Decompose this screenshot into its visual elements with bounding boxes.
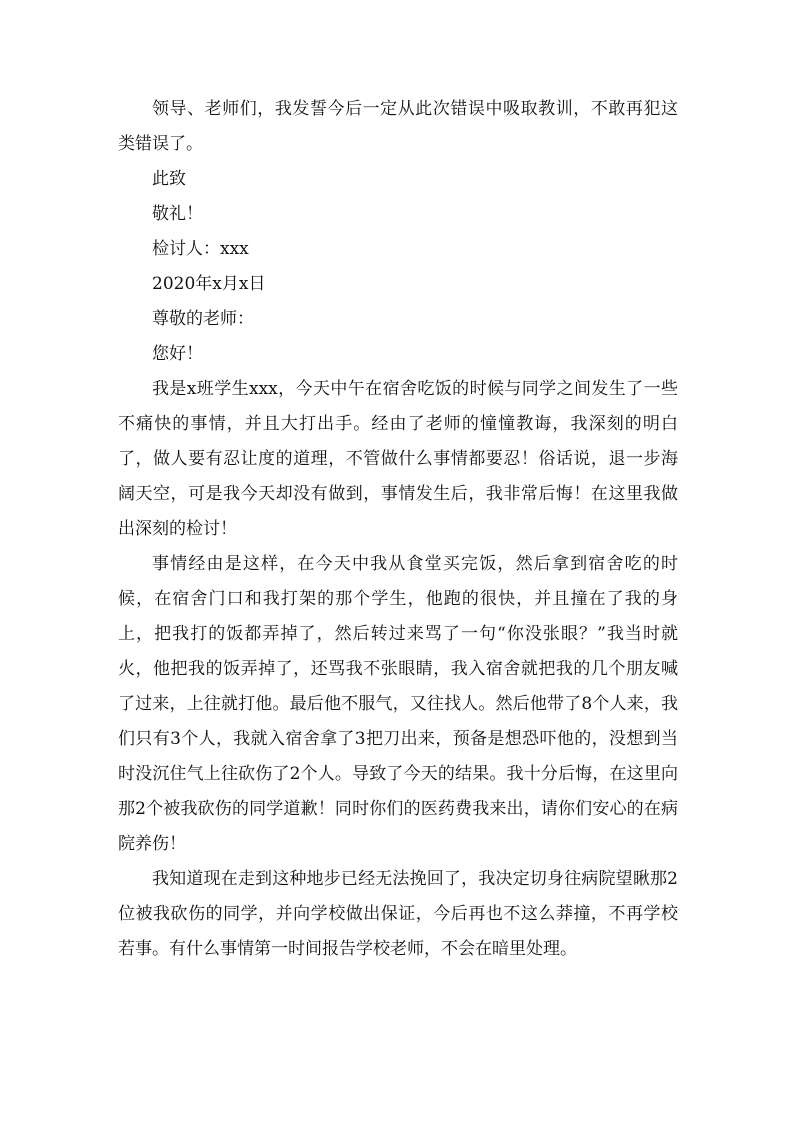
closing-respect: 敬礼！ [152, 204, 203, 224]
document-body [118, 92, 678, 967]
letter-greeting: 尊敬的老师： [152, 309, 254, 329]
date-line: 2020年x月x日 [152, 274, 266, 294]
paragraph-introduction: 我是x班学生xxx，今天中午在宿舍吃饭的时候与同学之间发生了一些不痛快的事情，并且大打出手。经由了老师的憧憧教诲，我深刻的明白了，做人要有忍让度的道理，不管做什么事情都要忍！俗话说，退一步海阔天空，可是我今天却没有做到，事情发生后，我非常后悔！在这里我做出深刻的检讨！ [118, 379, 678, 539]
paragraph-incident: 事情经由是这样，在今天中我从食堂买完饭，然后拿到宿舍吃的时候，在宿舍门口和我打架的那个学生，他跑的很快，并且撞在了我的身上，把我打的饭都弄掉了，然后转过来骂了一句“你没张眼？”我当时就火，他把我的饭弄掉了，还骂我不张眼睛，我入宿舍就把我的几个朋友喊了过来，上往就打他。最后他不服气，又往找人。然后他带了8个人来，我们只有3个人，我就入宿舍拿了3把刀出来，预备是想恐吓他的，没想到当时没沉住气上往砍伤了2个人。导致了今天的结果。我十分后悔，在这里向那2个被我砍伤的同学道歉！同时你们的医药费我来出，请你们安心的在病院养伤！ [118, 554, 678, 854]
closing-salutation: 此致 [152, 169, 186, 189]
signature-line: 检讨人：xxx [152, 239, 249, 259]
letter-hello: 您好！ [152, 344, 203, 364]
paragraph-commitment: 我知道现在走到这种地步已经无法挽回了，我决定切身往病院望瞅那2位被我砍伤的同学，并向学校做出保证，今后再也不这么莽撞，不再学校若事。有什么事情第一时间报告学校老师，不会在暗里处理。 [118, 869, 678, 959]
paragraph-pledge: 领导、老师们，我发誓今后一定从此次错误中吸取教训，不敢再犯这类错误了。 [118, 99, 678, 154]
